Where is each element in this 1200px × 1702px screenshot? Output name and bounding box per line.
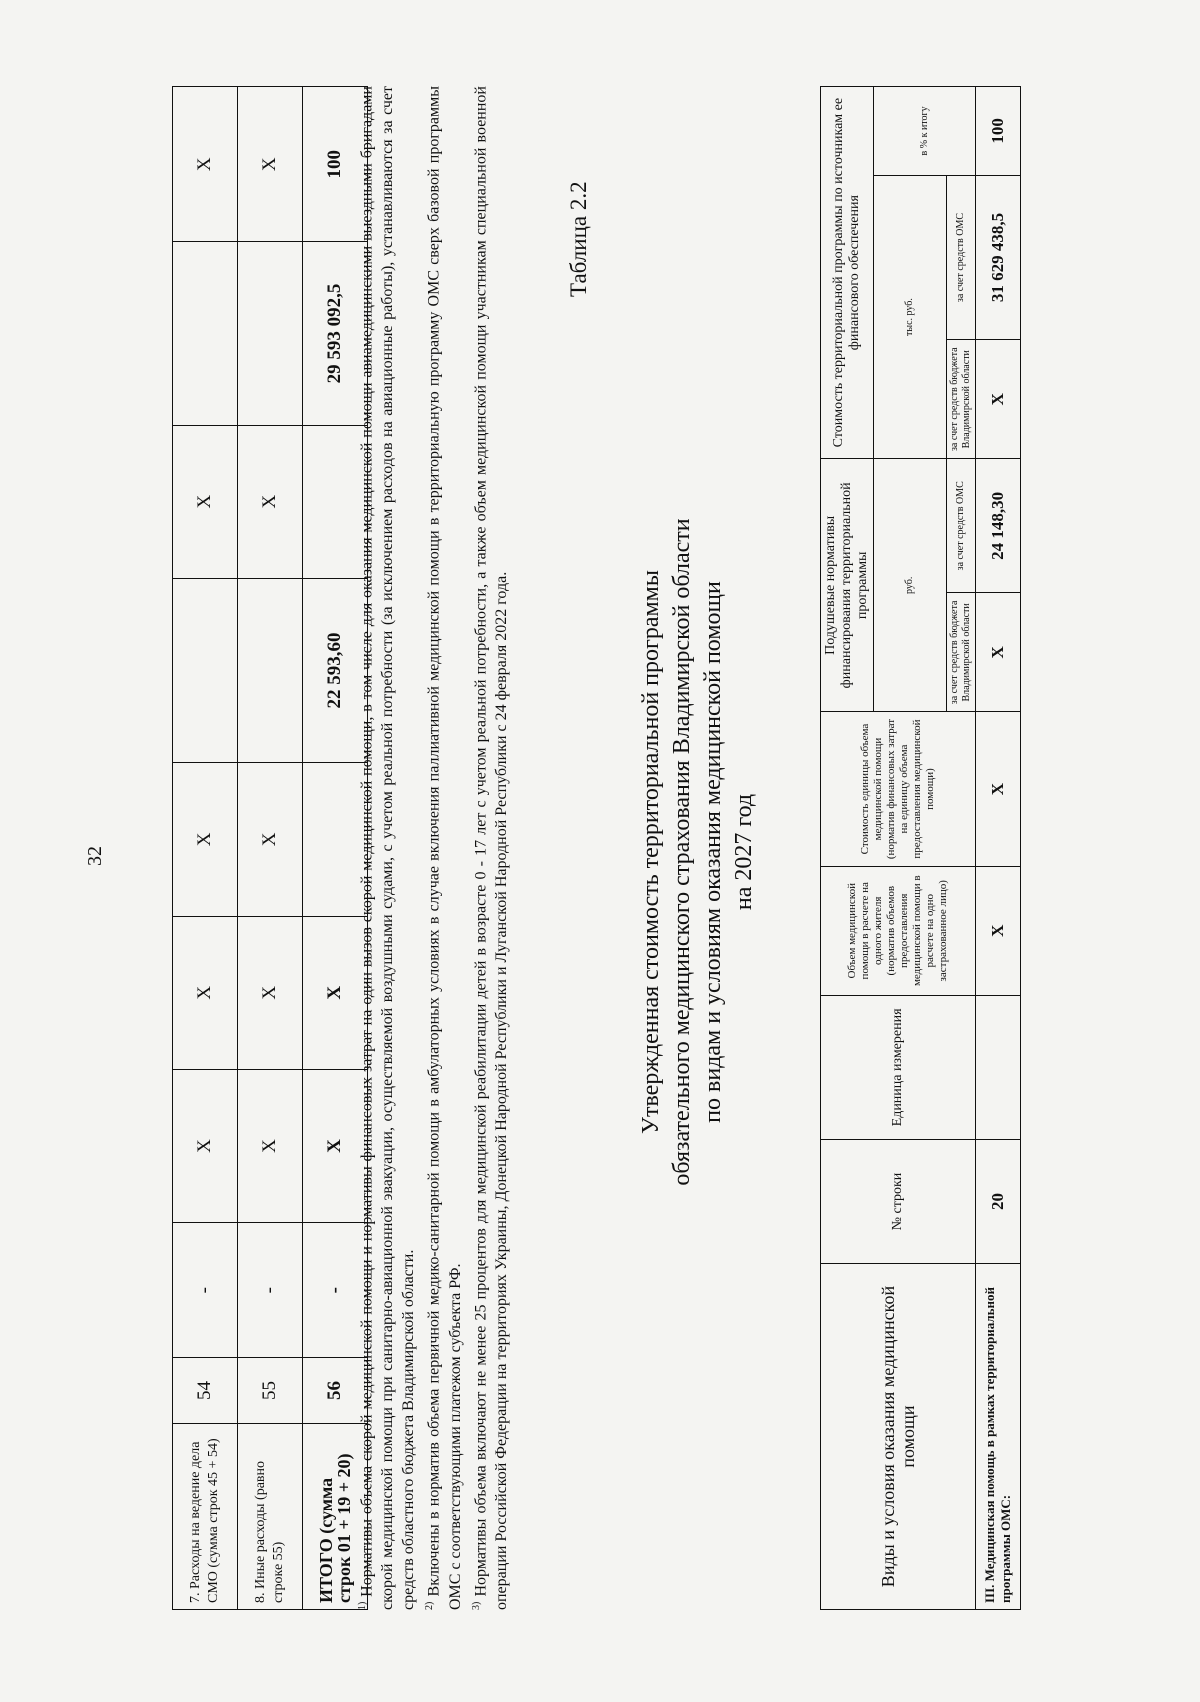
heading-line: Утвержденная стоимость территориальной программы bbox=[638, 570, 664, 1134]
header-row bbox=[821, 87, 874, 1610]
row-unit: - bbox=[173, 1223, 238, 1358]
footnote-mark: 2) bbox=[424, 1601, 436, 1610]
row-unit: - bbox=[238, 1223, 303, 1358]
row-cell bbox=[173, 242, 238, 425]
table-row bbox=[173, 87, 238, 1610]
footnote bbox=[466, 86, 512, 1610]
footnote-mark: 1) bbox=[357, 1601, 368, 1610]
row-cell: X bbox=[173, 1069, 238, 1222]
footnote bbox=[352, 86, 419, 1610]
heading-line: на 2027 год bbox=[731, 793, 757, 911]
row-tc-budget: X bbox=[976, 340, 1021, 459]
header-rub: руб. bbox=[874, 459, 947, 712]
header-budget: за счет средств бюджета Владимирской области bbox=[947, 593, 976, 712]
row-pc-oms: 24 148,30 bbox=[976, 459, 1021, 593]
row-cell: X bbox=[303, 916, 368, 1069]
cost-table bbox=[820, 86, 1021, 1610]
row-cell: X bbox=[173, 87, 238, 242]
footnote-mark: 3) bbox=[470, 1601, 482, 1610]
row-name: ИТОГО (сумма строк 01 + 19 + 20) bbox=[303, 1423, 368, 1609]
header-kinds: Виды и условия оказания медицинской помощи bbox=[821, 1264, 976, 1610]
row-name: 8. Иные расходы (равно строке 55) bbox=[238, 1423, 303, 1609]
row-cell bbox=[238, 242, 303, 425]
row-cell: X bbox=[238, 425, 303, 578]
row-cell: X bbox=[238, 916, 303, 1069]
page-number: 32 bbox=[84, 846, 106, 866]
header-per-capita: Подушевые нормативы финансирования территориальной программы bbox=[821, 459, 874, 712]
row-unit: - bbox=[303, 1223, 368, 1358]
header-oms: за счет средств ОМС bbox=[947, 459, 976, 593]
row-line: 54 bbox=[173, 1358, 238, 1424]
header-cost-unit: Стоимость единицы объема медицинской помощи (норматив финансовых затрат на единицу объема предоставления медицинской помощи) bbox=[821, 712, 976, 866]
row-cell: 100 bbox=[303, 87, 368, 242]
heading-line: обязательного медицинского страхования Владимирской области bbox=[669, 518, 695, 1186]
row-line: 56 bbox=[303, 1358, 368, 1424]
row-line: 20 bbox=[976, 1140, 1021, 1264]
row-cell: X bbox=[238, 763, 303, 916]
row-percent: 100 bbox=[976, 87, 1021, 176]
row-pc-budget: X bbox=[976, 593, 1021, 712]
footnote-text: Нормативы объема включают не менее 25 процентов для медицинской реабилитации детей в возрасте 0 - 17 лет с учетом реальной потребности, а также объем медицинской помощи участникам специальной военной операции Российской Федерации на территориях Украины, Донецкой Народной Республики и Луганской Народной Республики с 24 февраля 2022 года. bbox=[471, 86, 510, 1610]
row-cell: X bbox=[173, 425, 238, 578]
row-unit bbox=[976, 995, 1021, 1139]
row-cell: X bbox=[238, 1069, 303, 1222]
row-volume: X bbox=[976, 866, 1021, 995]
heading-line: по видам и условиям оказания медицинской помощи bbox=[700, 581, 726, 1123]
table-row bbox=[238, 87, 303, 1610]
row-cell: X bbox=[173, 916, 238, 1069]
row-cell: 29 593 092,5 bbox=[303, 242, 368, 425]
header-line-no: № строки bbox=[821, 1140, 976, 1264]
header-cost-total: Стоимость территориальной программы по источникам ее финансового обеспечения bbox=[821, 87, 874, 459]
header-unit: Единица измерения bbox=[821, 995, 976, 1139]
row-name: III. Медицинская помощь в рамках территориальной программы ОМС: bbox=[976, 1264, 1021, 1610]
header-budget: за счет средств бюджета Владимирской области bbox=[947, 340, 976, 459]
footnote-text: Нормативы объема скорой медицинской помощи и нормативы финансовых затрат на один вызов скорой медицинской помощи, в том числе для оказания медицинской помощи авиамедицинскими выездными бригадами скорой медицинской помощи при санитарно-авиационной эвакуации, осуществляемой воздушными судами, с учетом реальной потребности (за исключением расходов на авиационные работы), устанавливаются за счет средств областного бюджета Владимирской области. bbox=[358, 86, 418, 1610]
header-thousand-rub: тыс. руб. bbox=[874, 175, 947, 458]
row-cell: X bbox=[173, 763, 238, 916]
row-line: 55 bbox=[238, 1358, 303, 1424]
footnotes bbox=[352, 86, 512, 1610]
header-oms: за счет средств ОМС bbox=[947, 175, 976, 339]
row-cell: X bbox=[303, 1069, 368, 1222]
footnote-text: Включены в норматив объема первичной медико-санитарной помощи в амбулаторных условиях в случае включения паллиативной медицинской помощи в территориальную программу ОМС сверх базовой программы ОМС с соответствующими платежом субъекта РФ. bbox=[425, 86, 464, 1610]
table-caption: Таблица 2.2 bbox=[566, 181, 591, 297]
table-row bbox=[976, 87, 1021, 1610]
row-cell bbox=[173, 578, 238, 762]
footnote bbox=[419, 86, 465, 1610]
table-heading bbox=[636, 202, 760, 1502]
row-cell: 22 593,60 bbox=[303, 578, 368, 762]
row-name: 7. Расходы на ведение дела СМО (сумма строк 45 + 54) bbox=[173, 1423, 238, 1609]
continuation-table bbox=[172, 86, 368, 1610]
row-cell: X bbox=[238, 87, 303, 242]
row-cell bbox=[238, 578, 303, 762]
row-tc-oms: 31 629 438,5 bbox=[976, 175, 1021, 339]
header-volume: Объем медицинской помощи в расчете на одного жителя (норматив объемов предоставления медицинской помощи в расчете на одно застрахованное лицо) bbox=[821, 866, 976, 995]
header-percent: в % к итогу bbox=[874, 87, 976, 176]
row-cost-unit: X bbox=[976, 712, 1021, 866]
